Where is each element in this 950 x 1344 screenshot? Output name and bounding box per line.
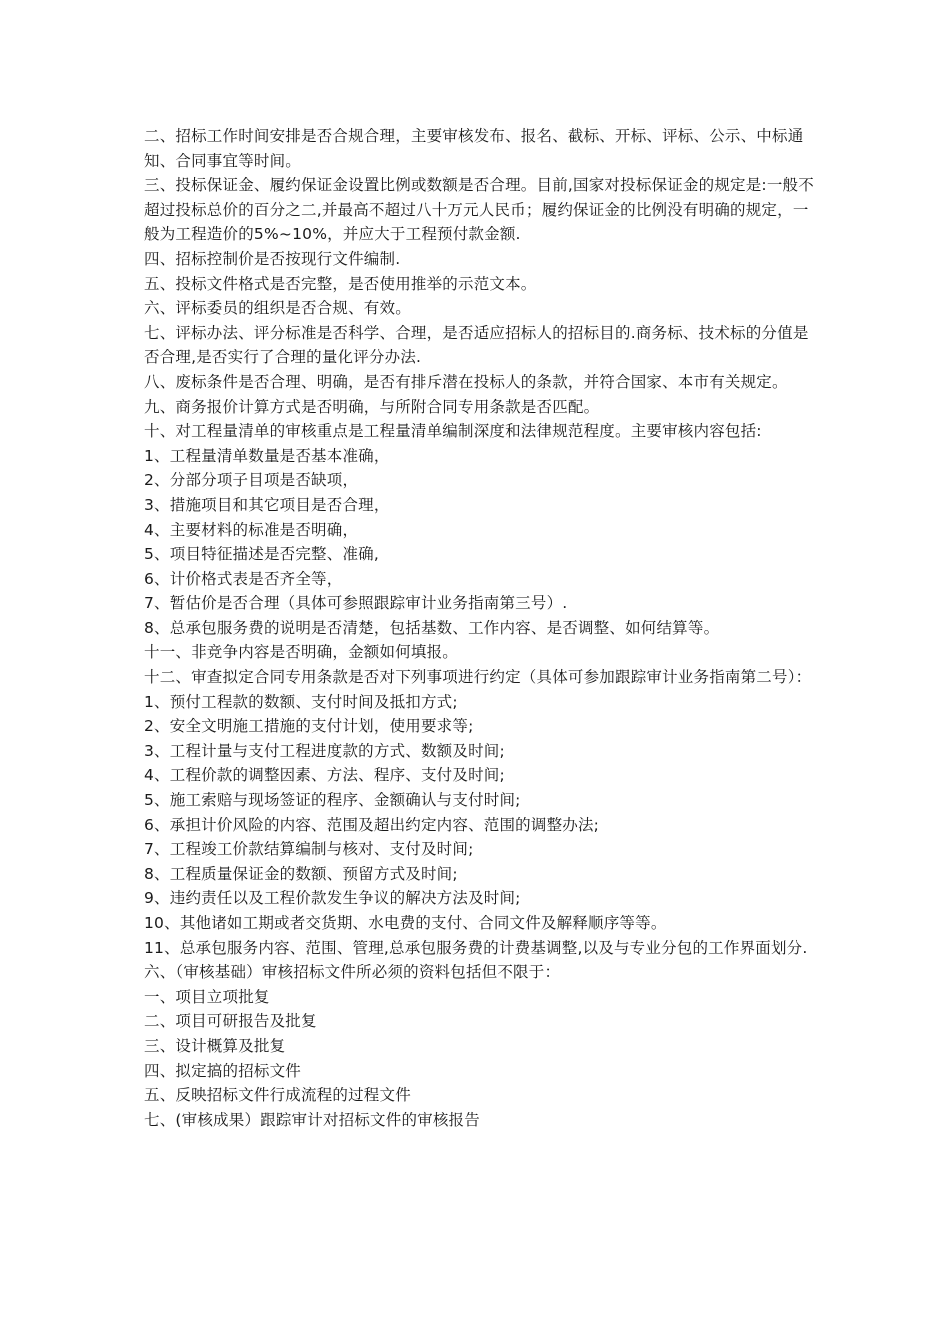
- list-item: 2、分部分项子目项是否缺项，: [144, 471, 359, 490]
- list-item: 10、其他诸如工期或者交货期、水电费的支付、合同文件及解释顺序等等。: [144, 914, 667, 932]
- list-item: 9、违约责任以及工程价款发生争议的解决方法及时间;: [144, 889, 521, 908]
- list-item: 五、反映招标文件行成流程的过程文件: [144, 1086, 411, 1105]
- list-item: 一、项目立项批复: [144, 987, 270, 1006]
- list-item: 二、项目可研报告及批复: [144, 1012, 317, 1031]
- list-item: 3、措施项目和其它项目是否合理，: [144, 495, 390, 514]
- paragraph-bill-of-quantities: 十、对工程量清单的审核重点是工程量清单编制深度和法律规范程度。主要审核内容包括:: [144, 422, 762, 441]
- list-item: 5、项目特征描述是否完整、准确,: [144, 545, 379, 564]
- list-item: 7、工程竣工价款结算编制与核对、支付及时间;: [144, 840, 474, 859]
- paragraph-evaluation-method: 七、评标办法、评分标准是否科学、合理，是否适应招标人的招标目的.商务标、技术标的分值是否合理,是否实行了合理的量化评分办法.: [144, 323, 809, 367]
- list-item: 2、安全文明施工措施的支付计划，使用要求等;: [144, 717, 474, 736]
- paragraph-bid-format: 五、投标文件格式是否完整，是否使用推举的示范文本。: [144, 274, 537, 293]
- list-item: 1、预付工程款的数额、支付时间及抵扣方式;: [144, 692, 458, 711]
- paragraph-rejection-conditions: 八、废标条件是否合理、明确，是否有排斥潜在投标人的条款，并符合国家、本市有关规定。: [144, 372, 788, 391]
- list-item: 11、总承包服务内容、范围、管理,总承包服务费的计费基调整,以及与专业分包的工作界面划分.: [144, 938, 808, 957]
- section-heading-audit-results: 七、(审核成果）跟踪审计对招标文件的审核报告: [144, 1110, 480, 1129]
- paragraph-price-calculation: 九、商务报价计算方式是否明确，与所附合同专用条款是否匹配。: [144, 397, 600, 416]
- list-item: 四、拟定搞的招标文件: [144, 1061, 302, 1080]
- paragraph-non-competitive: 十一、非竞争内容是否明确，金额如何填报。: [144, 643, 459, 662]
- list-item: 3、工程计量与支付工程进度款的方式、数额及时间;: [144, 741, 505, 760]
- paragraph-bid-bond: 三、投标保证金、履约保证金设置比例或数额是否合理。目前,国家对投标保证金的规定是:一般不超过投标总价的百分之二,并最高不超过八十万元人民币；履约保证金的比例没有明确的规定，一般为工程造价的5%~10%，并应大于工程预付款金额.: [144, 176, 814, 244]
- list-item: 4、工程价款的调整因素、方法、程序、支付及时间;: [144, 766, 505, 785]
- list-item: 4、主要材料的标准是否明确，: [144, 520, 359, 539]
- section-heading-audit-basis: 六、（审核基础）审核招标文件所必须的资料包括但不限于：: [144, 963, 561, 982]
- paragraph-contract-terms: 十二、审查拟定合同专用条款是否对下列事项进行约定（具体可参加跟踪审计业务指南第二号）：: [144, 668, 812, 687]
- list-item: 6、承担计价风险的内容、范围及超出约定内容、范围的调整办法;: [144, 815, 600, 834]
- list-item: 三、设计概算及批复: [144, 1036, 286, 1055]
- list-item: 5、施工索赔与现场签证的程序、金额确认与支付时间;: [144, 791, 521, 810]
- list-item: 1、工程量清单数量是否基本准确，: [144, 446, 390, 465]
- list-item: 6、计价格式表是否齐全等，: [144, 569, 343, 588]
- list-item: 8、工程质量保证金的数额、预留方式及时间;: [144, 864, 458, 883]
- document-body: [144, 124, 816, 1132]
- paragraph-committee: 六、评标委员的组织是否合规、有效。: [144, 299, 411, 318]
- paragraph-bid-schedule: 二、招标工作时间安排是否合规合理，主要审核发布、报名、截标、开标、评标、公示、中标通知、合同事宜等时间。: [144, 127, 804, 170]
- paragraph-control-price: 四、招标控制价是否按现行文件编制.: [144, 249, 401, 268]
- list-item: 8、总承包服务费的说明是否清楚，包括基数、工作内容、是否调整、如何结算等。: [144, 618, 720, 637]
- list-item: 7、暂估价是否合理（具体可参照跟踪审计业务指南第三号）.: [144, 594, 568, 613]
